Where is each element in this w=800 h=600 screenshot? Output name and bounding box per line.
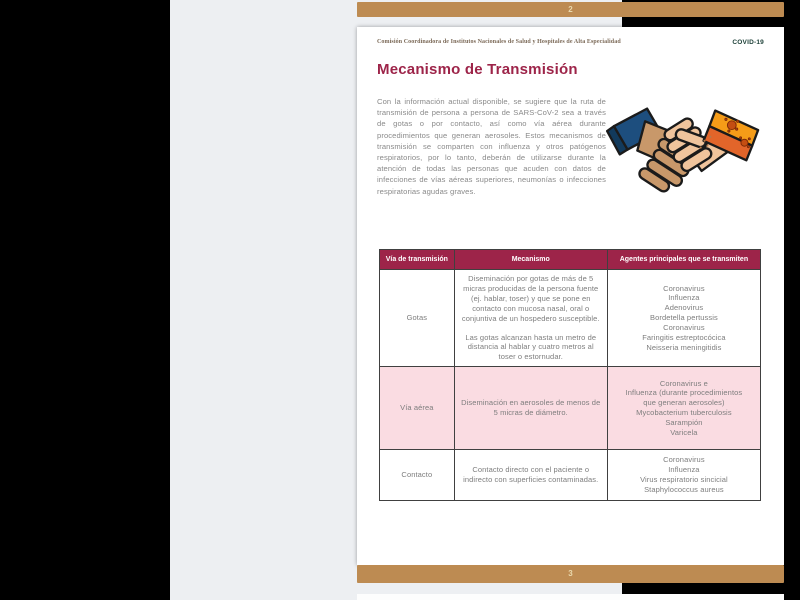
mechanism-cell: Diseminación por gotas de más de 5 micras producidas de la persona fuente (ej. hablar, toser) y que se pone en contacto con mucosa nasal, oral o conjuntiva de un hospedero susceptible. Las gotas alcanzan hasta un metro de distancia al hablar y cuatro metros al toser o estornudar. xyxy=(454,270,607,367)
via-cell: Vía aérea xyxy=(380,367,455,450)
table-row xyxy=(380,270,761,367)
agents-cell: Coronavirus e Influenza (durante procedimientos que generan aerosoles) Mycobacterium tuberculosis Sarampión Varicela xyxy=(607,367,760,450)
next-page-edge xyxy=(357,594,784,600)
col-header-via: Vía de transmisión xyxy=(380,250,455,270)
table-row xyxy=(380,367,761,450)
table-header-row xyxy=(380,250,761,270)
document-header xyxy=(377,39,764,49)
via-cell: Gotas xyxy=(380,270,455,367)
handshake-virus-icon xyxy=(603,95,771,207)
agents-cell: Coronavirus Influenza Adenovirus Bordetella pertussis Coronavirus Faringitis estreptocócica Neisseria meningitidis xyxy=(607,270,760,367)
institution-name: Comisión Coordinadora de Institutos Nacionales de Salud y Hospitales de Alta Especialidad xyxy=(377,39,621,45)
current-page-footer-bar xyxy=(357,565,784,583)
prev-page-footer-bar xyxy=(357,2,784,17)
agents-cell: Coronavirus Influenza Virus respiratorio sincicial Staphylococcus aureus xyxy=(607,450,760,501)
mechanism-cell: Contacto directo con el paciente o indirecto con superficies contaminadas. xyxy=(454,450,607,501)
covid-label: COVID-19 xyxy=(732,39,764,46)
intro-paragraph: Con la información actual disponible, se sugiere que la ruta de transmisión de persona a persona de SARS-CoV-2 sea a través de gotas o por contacto, así como vía aérea durante procedimientos que generan aerosoles. Estos mecanismos de transmisión se comparten con influenza y otros patógenos respiratorios, por lo tanto, deberán de utilizarse durante la atención de todas las personas que acuden con datos de infecciones de vías aéreas superiores, neumonías o infecciones respiratorias agudas graves. xyxy=(377,97,606,196)
col-header-mecanismo: Mecanismo xyxy=(454,250,607,270)
document-page xyxy=(357,27,784,565)
prev-page-number: 2 xyxy=(568,5,573,14)
handshake-illustration xyxy=(603,95,771,207)
table-row xyxy=(380,450,761,501)
pdf-viewer-background xyxy=(170,0,764,600)
transmission-table xyxy=(379,249,761,501)
col-header-agentes: Agentes principales que se transmiten xyxy=(607,250,760,270)
table-body xyxy=(380,270,761,501)
current-page-number: 3 xyxy=(568,569,573,578)
page-title: Mecanismo de Transmisión xyxy=(377,61,578,78)
mechanism-cell: Diseminación en aerosoles de menos de 5 micras de diámetro. xyxy=(454,367,607,450)
via-cell: Contacto xyxy=(380,450,455,501)
